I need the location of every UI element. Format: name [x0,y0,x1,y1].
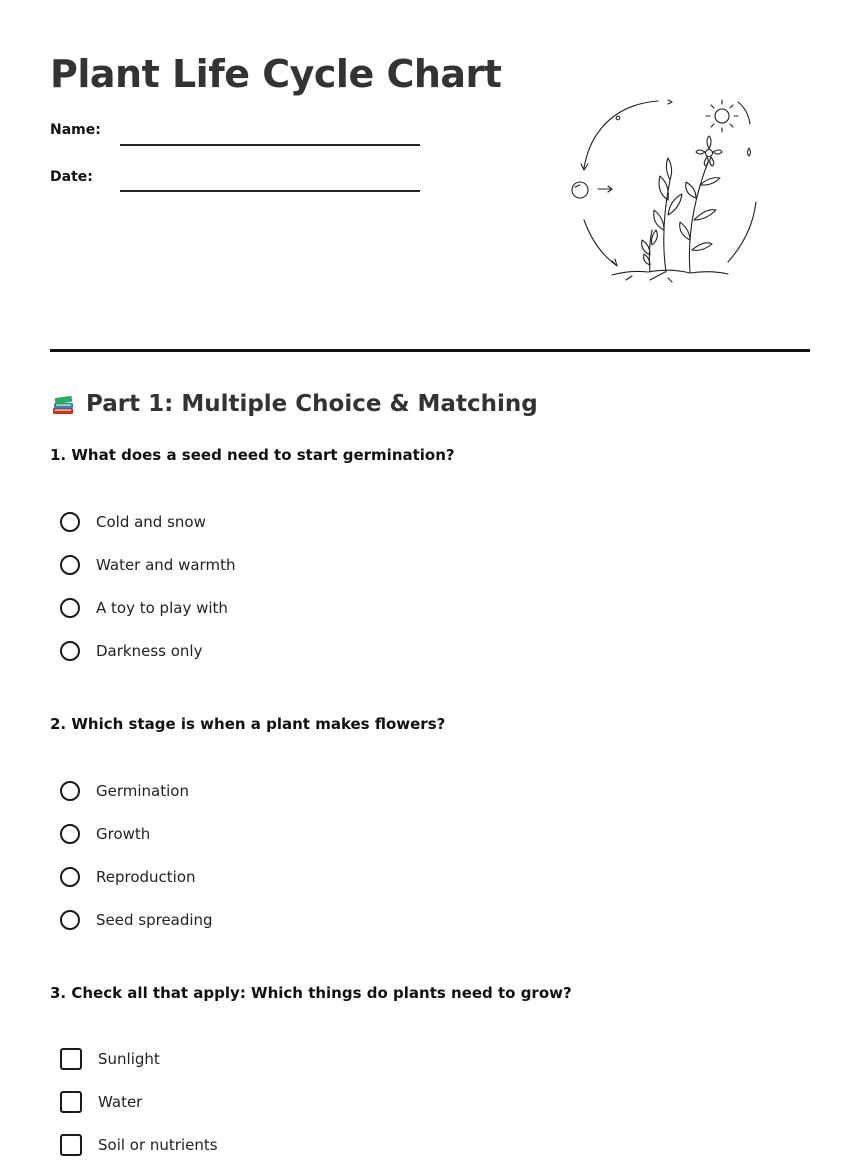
radio-button[interactable] [60,910,80,930]
section-divider [50,349,810,352]
option-label: Water [98,1093,143,1111]
date-field[interactable] [120,190,420,192]
part1-heading-text: Part 1: Multiple Choice & Matching [86,391,538,417]
option-label: A toy to play with [96,599,228,617]
option-label: Growth [96,825,151,843]
q3-option-1[interactable] [60,1046,160,1072]
q1-option-1[interactable] [60,509,206,535]
q2-option-2[interactable] [60,821,150,847]
option-label: Water and warmth [96,556,236,574]
q1-option-4[interactable] [60,638,202,664]
radio-button[interactable] [60,598,80,618]
q2-option-4[interactable] [60,907,213,933]
radio-button[interactable] [60,555,80,575]
radio-button[interactable] [60,512,80,532]
radio-button[interactable] [60,641,80,661]
radio-button[interactable] [60,781,80,801]
option-label: Seed spreading [96,911,213,929]
option-label: Germination [96,782,189,800]
q3-option-3[interactable] [60,1132,218,1158]
part1-heading [50,388,538,420]
date-label: Date: [50,169,93,185]
option-label: Reproduction [96,868,196,886]
books-icon [50,391,76,417]
question-2: 2. Which stage is when a plant makes flowers? [50,715,446,733]
option-label: Cold and snow [96,513,206,531]
radio-button[interactable] [60,824,80,844]
option-label: Sunlight [98,1050,160,1068]
q1-option-3[interactable] [60,595,228,621]
option-label: Soil or nutrients [98,1136,218,1154]
checkbox[interactable] [60,1048,82,1070]
q2-option-3[interactable] [60,864,196,890]
checkbox[interactable] [60,1091,82,1113]
option-label: Darkness only [96,642,203,660]
worksheet-title: Plant Life Cycle Chart [50,52,502,96]
checkbox[interactable] [60,1134,82,1156]
plant-life-cycle-illustration [560,90,770,285]
question-3: 3. Check all that apply: Which things do plants need to grow? [50,984,572,1002]
name-label: Name: [50,122,101,138]
q2-option-1[interactable] [60,778,189,804]
q3-option-2[interactable] [60,1089,142,1115]
radio-button[interactable] [60,867,80,887]
question-1: 1. What does a seed need to start germination? [50,446,455,464]
name-field[interactable] [120,144,420,146]
q1-option-2[interactable] [60,552,235,578]
